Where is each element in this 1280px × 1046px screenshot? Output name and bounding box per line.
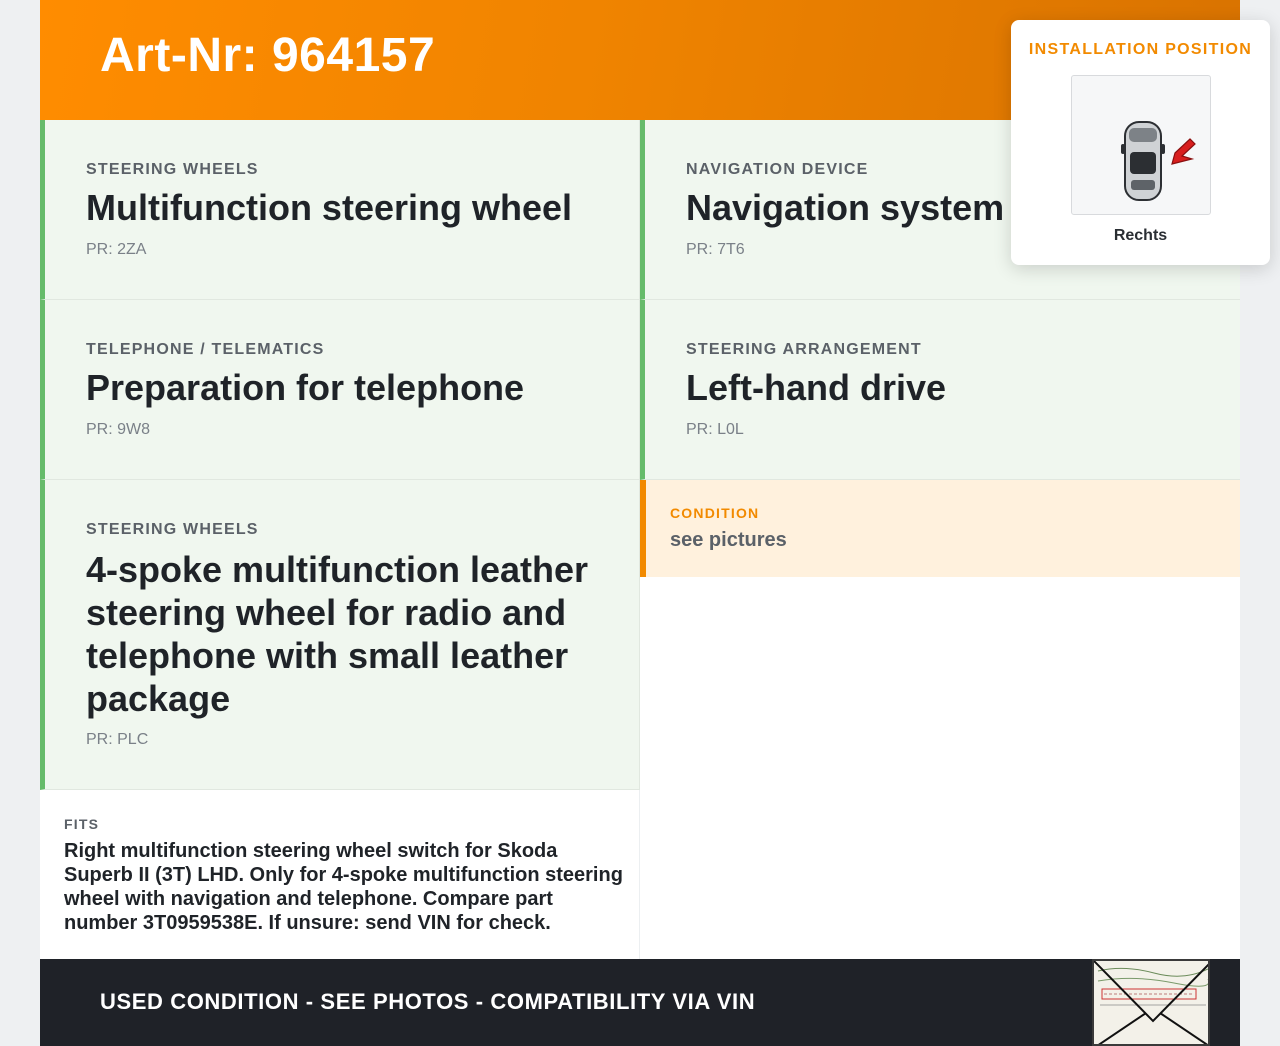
spec-value: Left-hand drive <box>686 367 947 408</box>
installation-side: Rechts <box>1113 227 1168 244</box>
spec-category: TELEPHONE / TELEMATICS <box>86 341 325 358</box>
condition-box <box>640 480 1240 577</box>
spec-cell-telephone <box>40 300 640 480</box>
condition-label: CONDITION <box>670 505 760 521</box>
spec-value: Navigation system <box>686 187 1005 228</box>
spec-value: 4-spoke multifunction leather steering wheel for radio and telephone with small leather package <box>86 549 589 719</box>
fits-label: FITS <box>64 816 100 832</box>
spec-cell-steering-wheel-type <box>40 480 640 790</box>
spec-value: Multifunction steering wheel <box>86 187 573 228</box>
spec-pr-code: PR: 7T6 <box>686 241 745 258</box>
footer-text: USED CONDITION - SEE PHOTOS - COMPATIBILITY VIA VIN <box>100 989 756 1014</box>
fits-box <box>40 790 640 960</box>
fits-text: Right multifunction steering wheel switch for Skoda Superb II (3T) LHD. Only for 4-spoke multifunction steering wheel with navigation and telephone. Compare part number 3T0959538E. If unsure: send VIN for check. <box>64 840 623 934</box>
spec-pr-code: PR: 9W8 <box>86 421 151 438</box>
spec-value: Preparation for telephone <box>86 367 525 408</box>
article-number-title: Art-Nr: 964157 <box>100 29 436 82</box>
installation-position-title: INSTALLATION POSITION <box>1028 41 1253 58</box>
condition-text: see pictures <box>670 529 787 551</box>
footer-banner <box>40 959 1240 1046</box>
spec-category: NAVIGATION DEVICE <box>686 161 869 178</box>
product-sheet <box>40 0 1253 1046</box>
spec-pr-code: PR: 2ZA <box>86 241 147 258</box>
spec-pr-code: PR: L0L <box>686 421 744 438</box>
installation-position-card <box>1011 20 1270 265</box>
spec-category: STEERING WHEELS <box>86 161 259 178</box>
car-top-view-icon <box>1071 75 1211 215</box>
spec-cell-steering-wheel <box>40 120 640 300</box>
document-thumbnail-icon[interactable] <box>1092 959 1210 1046</box>
spec-category: STEERING ARRANGEMENT <box>686 341 922 358</box>
spec-category: STEERING WHEELS <box>86 521 259 538</box>
spec-cell-steering-arrangement <box>640 300 1240 480</box>
spec-pr-code: PR: PLC <box>86 731 149 748</box>
